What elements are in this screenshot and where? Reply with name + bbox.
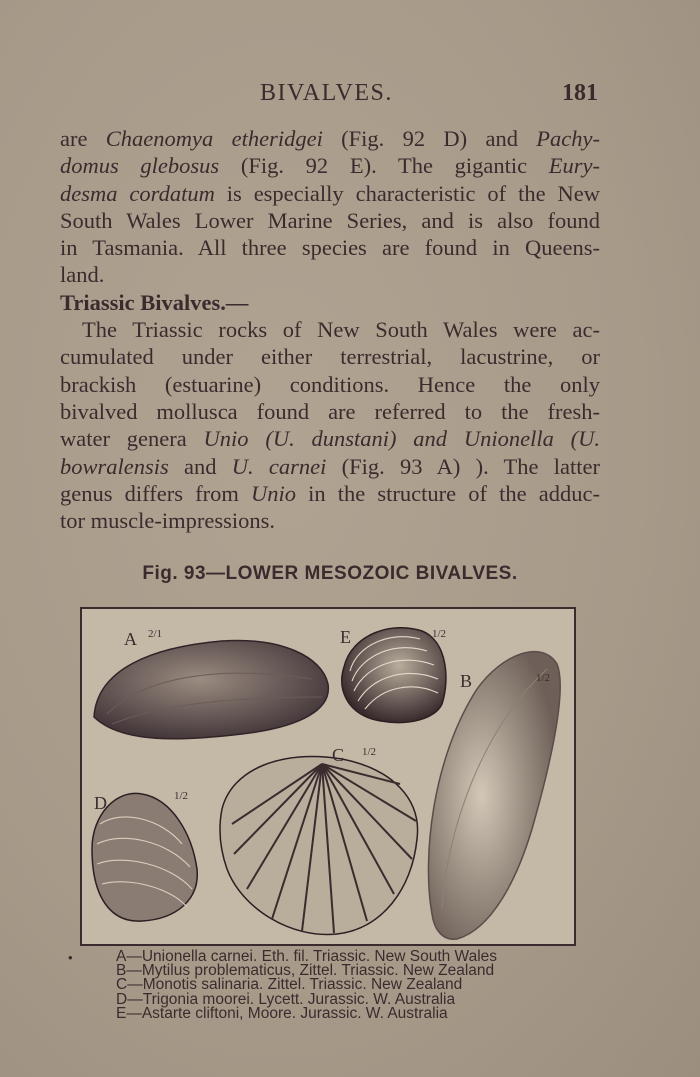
section-heading: Triassic Bivalves.— <box>60 289 249 315</box>
specimen-b <box>428 652 560 940</box>
text-line: The Triassic rocks of New South Wales were ac- <box>82 317 600 343</box>
text-line: genus differs from Unio in the structure of the adduc- <box>60 480 601 506</box>
label-e: E <box>340 627 351 647</box>
specimen-d <box>92 793 197 921</box>
legend-item: B—Mytilus problematicus, Zittel. Triassic. New Zealand <box>116 962 495 980</box>
legend-item: C—Monotis salinaria. Zittel. Triassic. New Zealand <box>116 976 463 994</box>
text-line: bivalved mollusca found are referred to the fresh- <box>60 398 600 424</box>
running-head: BIVALVES. <box>260 80 393 106</box>
text-line: in Tasmania. All three species are found in Queens- <box>60 235 600 261</box>
text-line: South Wales Lower Marine Series, and is also found <box>60 207 600 233</box>
legend-item: D—Trigonia moorei. Lycett. Jurassic. W. Australia <box>116 990 456 1008</box>
page-number: 181 <box>562 80 598 106</box>
figure-legend <box>68 950 548 1021</box>
scale-a: 2/1 <box>148 628 163 640</box>
scale-c: 1/2 <box>362 746 377 758</box>
specimen-c <box>220 756 418 934</box>
figure-caption: Fig. 93—LOWER MESOZOIC BIVALVES. <box>142 563 518 584</box>
fossil-plate <box>80 607 576 946</box>
scale-b: 1/2 <box>536 672 551 684</box>
legend-item: A—Unionella carnei. Eth. fil. Triassic. New South Wales <box>116 948 498 965</box>
label-a: A <box>124 629 137 649</box>
text-line: water genera Unio (U. dunstani) and Unionella (U. <box>60 426 600 452</box>
scale-d: 1/2 <box>174 790 189 802</box>
body-text <box>60 125 600 534</box>
text-line: cumulated under either terrestrial, lacustrine, or <box>60 344 600 370</box>
page-header <box>60 80 600 110</box>
text-line: tor muscle-impressions. <box>60 508 275 534</box>
label-c: C <box>332 745 345 765</box>
text-line: desma cordatum is especially characteristic of the New <box>60 180 600 206</box>
label-d: D <box>94 793 107 813</box>
label-b: B <box>460 671 473 691</box>
scale-e: 1/2 <box>432 628 447 640</box>
text-line: domus glebosus (Fig. 92 E). The gigantic Eury- <box>60 153 600 179</box>
specimen-a <box>94 640 328 738</box>
text-line: brackish (estuarine) conditions. Hence the only <box>60 371 600 397</box>
fossil-illustration <box>82 609 574 944</box>
text-line: bowralensis and U. carnei (Fig. 93 A) ). The latter <box>60 453 601 479</box>
text-line: land. <box>60 262 105 288</box>
legend-bullet: • <box>68 950 73 965</box>
text-line: are Chaenomya etheridgei (Fig. 92 D) and Pachy- <box>60 126 601 151</box>
legend-item: E—Astarte cliftoni, Moore. Jurassic. W. Australia <box>116 1004 448 1022</box>
specimen-e <box>342 628 446 723</box>
